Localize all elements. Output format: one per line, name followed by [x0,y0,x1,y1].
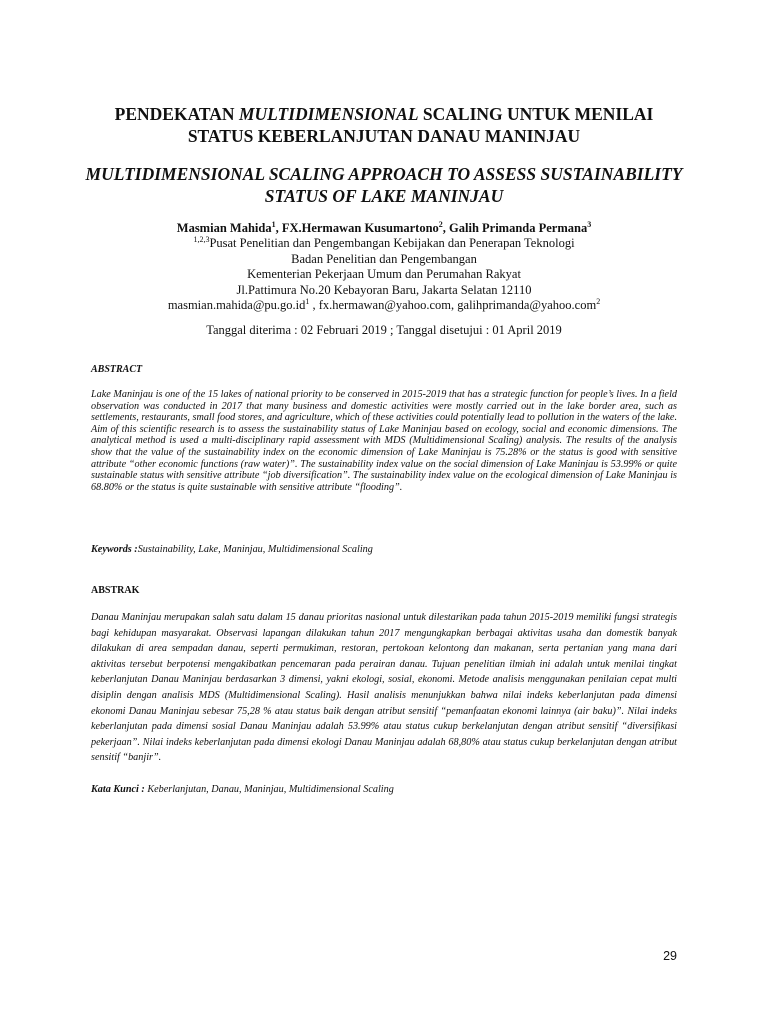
author-1: Masmian Mahida [176,221,272,235]
abstrak-keywords [91,784,677,795]
author-2: , FX.Hermawan Kusumartono [275,221,439,235]
abstrak-text: Danau Maninjau merupakan salah satu dalam 15 danau prioritas nasional untuk dilestarikan pada tahun 2015-2019 memiliki fungsi strategis bagi kehidupan masyarakat. Observasi lapangan dilakukan tahun 2017 mengungkapkan berbagai aktivitas usaha dan domestik banyak dilakukan di area sempadan danau, seperti permukiman, restoran, pertokoan kelontong dan makanan, serta pertanian yang mana dari aktivitas tersebut berpotensi mengakibatkan pencemaran pada perairan danau. Tujuan penelitian ilmiah ini adalah untuk menilai tingkat keberlanjutan Danau Maninjau berdasarkan 3 dimensi, yakni ekologi, sosial, ekonomi. Metode analisis menggunakan penilaian cepat multi disiplin dengan analisis MDS (Multidimensional Scaling). Hasil analisis menunjukkan bahwa nilai indeks keberlanjutan pada dimensi ekonomi Danau Maninjau sebesar 75,28 % atau status baik dengan atribut sensitif “pemanfaatan ekonomi lainnya (air baku)”. Nilai indeks keberlanjutan pada dimensi sosial Danau Maninjau adalah 53.99% atau status cukup berkelanjutan dengan atribut sensitif “diversifikasi pekerjaan”. Nilai indeks keberlanjutan pada dimensi ekologi Danau Maninjau adalah 68,80% atau status cukup berkelanjutan dengan atribut sensitif “banjir”. [91,612,677,764]
author-list [60,220,708,236]
abstract-heading: ABSTRACT [91,364,143,375]
affiliation-line-2: Badan Penelitian dan Pengembangan [291,251,477,266]
email-others[interactable]: , fx.hermawan@yahoo.com, galihprimanda@yahoo.com [309,298,597,312]
title-id-part1: PENDEKATAN [114,104,239,124]
kata-kunci-label: Kata Kunci : [91,784,148,795]
author-1-sup: 1 [271,219,276,229]
title-id-italic: MULTIDIMENSIONAL [238,104,419,124]
paper-title-english [60,163,708,207]
affiliation-sup: 1,2,3 [193,234,210,244]
title-id-line2: STATUS KEBERLANJUTAN DANAU MANINJAU [187,126,581,146]
page-number: 29 [663,949,677,963]
abstract-text: Lake Maninjau is one of the 15 lakes of national priority to be conserved in 2015-2019 that has a strategic function for people’s lives. In a field observation was conducted in 2017 that many business and domestic activities were mostly carried out in the lake border area, such as settlements, restaurants, small food stores, and agriculture, which of these activities could potentially lead to pollution in the waters of the lake. Aim of this scientific research is to assess the sustainability status of Lake Maninjau based on ecology, social and economic dimensions. The analytical method is used a multi-disciplinary rapid assessment with MDS (Multidimensional Scaling) analysis. The results of the analysis show that the value of the sustainability index on the economic dimension of Lake Maninjau is 75.28% or the status is good with sensitive attribute “other economic functions (raw water)”. The sustainability index value on the social dimension of Lake Maninjau is 53.99% or quite sustainable status with sensitive attribute “job diversification”. The sustainability index value on the ecological dimension of Lake Maninjau is 68.80% or the status is quite sustainable with sensitive attribute “flooding”. [91,389,677,493]
keywords-label: Keywords : [91,544,138,555]
affiliation-block [60,236,708,314]
title-en-line1: MULTIDIMENSIONAL SCALING APPROACH TO ASSESS SUSTAINABILITY [85,164,683,184]
kata-kunci-text: Keberlanjutan, Danau, Maninjau, Multidimensional Scaling [147,784,394,795]
email-1-link[interactable]: masmian.mahida@pu.go.id [167,298,306,312]
keywords-text: Sustainability, Lake, Maninjau, Multidimensional Scaling [137,544,373,555]
affiliation-institute: Pusat Penelitian dan Pengembangan Kebijakan dan Penerapan Teknologi [209,236,575,250]
abstract-keywords [91,544,677,555]
email-last-sup: 2 [596,296,601,306]
email-1-sup: 1 [305,296,310,306]
affiliation-line-3: Kementerian Pekerjaan Umum dan Perumahan Rakyat [247,267,521,281]
received-accepted-dates: Tanggal diterima : 02 Februari 2019 ; Tanggal disetujui : 01 April 2019 [206,323,562,337]
paper-title-indonesian [60,103,708,147]
title-id-part2: SCALING UNTUK MENILAI [418,104,654,124]
abstrak-heading: ABSTRAK [91,585,140,596]
affiliation-emails [60,298,708,314]
title-en-line2: STATUS OF LAKE MANINJAU [264,186,504,206]
author-2-sup: 2 [438,219,443,229]
author-3-sup: 3 [587,219,592,229]
affiliation-line-1 [60,236,708,252]
affiliation-address: Jl.Pattimura No.20 Kebayoran Baru, Jakarta Selatan 12110 [236,282,532,297]
author-3: , Galih Primanda Permana [442,221,588,235]
